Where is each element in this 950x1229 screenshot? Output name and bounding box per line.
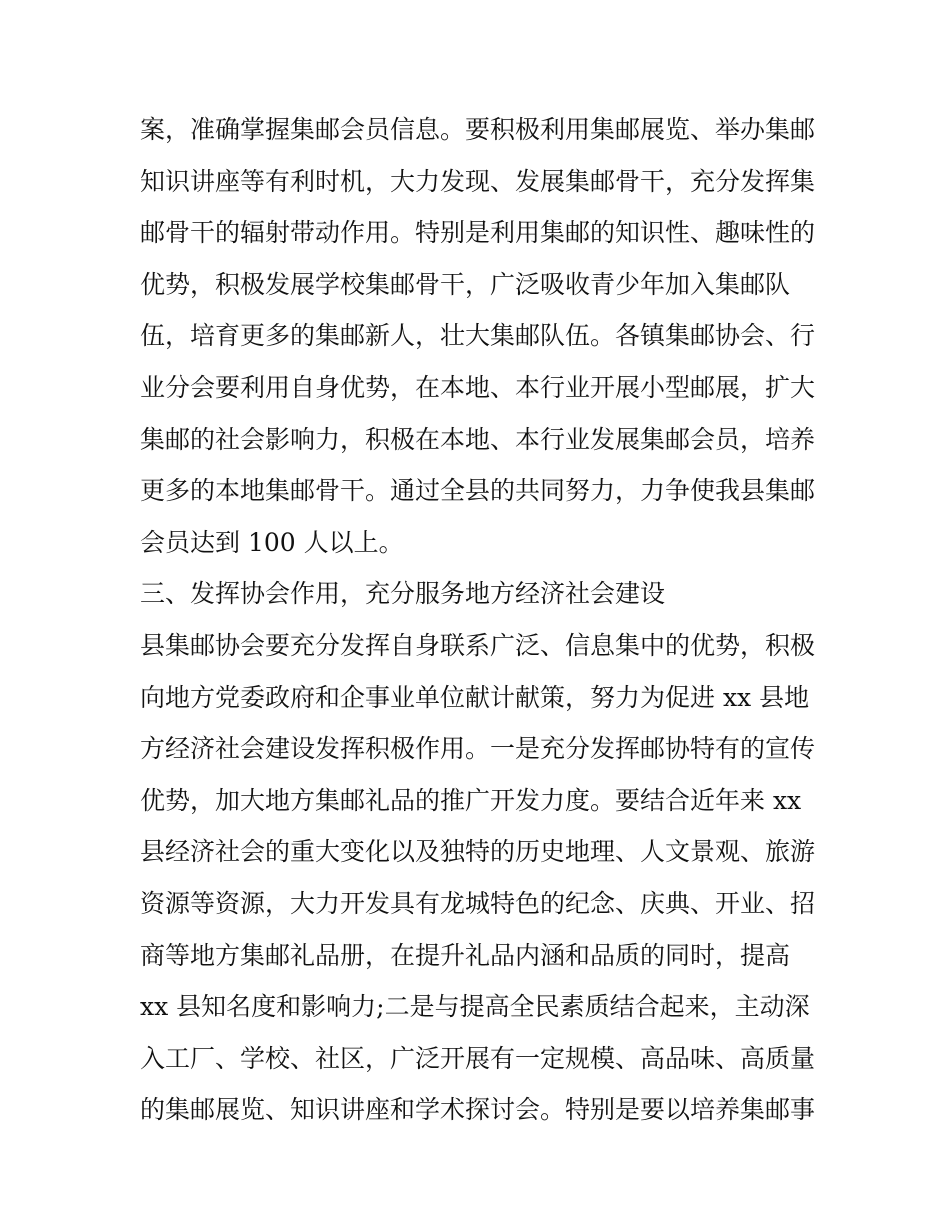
text-line: 向地方党委政府和企事业单位献计献策，努力为促进 xx 县地: [140, 682, 810, 712]
text-line: 邮骨干的辐射带动作用。特别是利用集邮的知识性、趣味性的: [140, 218, 816, 248]
text-line: 伍，培育更多的集邮新人，壮大集邮队伍。各镇集邮协会、行: [140, 321, 816, 351]
text-line: 县集邮协会要充分发挥自身联系广泛、信息集中的优势，积极: [140, 630, 816, 660]
text-line: 更多的本地集邮骨干。通过全县的共同努力，力争使我县集邮: [140, 476, 816, 506]
text-line: 优势，加大地方集邮礼品的推广开发力度。要结合近年来 xx: [140, 785, 802, 815]
text-line: 会员达到 100 人以上。: [140, 527, 404, 557]
text-line: 集邮的社会影响力，积极在本地、本行业发展集邮会员，培养: [140, 424, 816, 454]
text-line: 方经济社会建设发挥积极作用。一是充分发挥邮协特有的宣传: [140, 734, 816, 764]
section-heading: 三、发挥协会作用，充分服务地方经济社会建设: [140, 579, 666, 609]
text-line: 资源等资源，大力开发具有龙城特色的纪念、庆典、开业、招: [140, 888, 816, 918]
text-line: 优势，积极发展学校集邮骨干，广泛吸收青少年加入集邮队: [140, 269, 791, 299]
text-line: 案，准确掌握集邮会员信息。要积极利用集邮展览、举办集邮: [140, 115, 816, 144]
text-line: 的集邮展览、知识讲座和学术探讨会。特别是要以培养集邮事: [140, 1095, 816, 1125]
text-line: 县经济社会的重大变化以及独特的历史地理、人文景观、旅游: [140, 837, 816, 867]
text-line: 商等地方集邮礼品册，在提升礼品内涵和品质的同时，提高: [140, 940, 791, 970]
body-text: [140, 104, 820, 1136]
text-line: 业分会要利用自身优势，在本地、本行业开展小型邮展，扩大: [140, 372, 816, 402]
text-line: 入工厂、学校、社区，广泛开展有一定规模、高品味、高质量: [140, 1043, 816, 1073]
text-line: xx 县知名度和影响力;二是与提高全民素质结合起来，主动深: [140, 992, 810, 1022]
text-line: 知识讲座等有利时机，大力发现、发展集邮骨干，充分发挥集: [140, 166, 816, 196]
